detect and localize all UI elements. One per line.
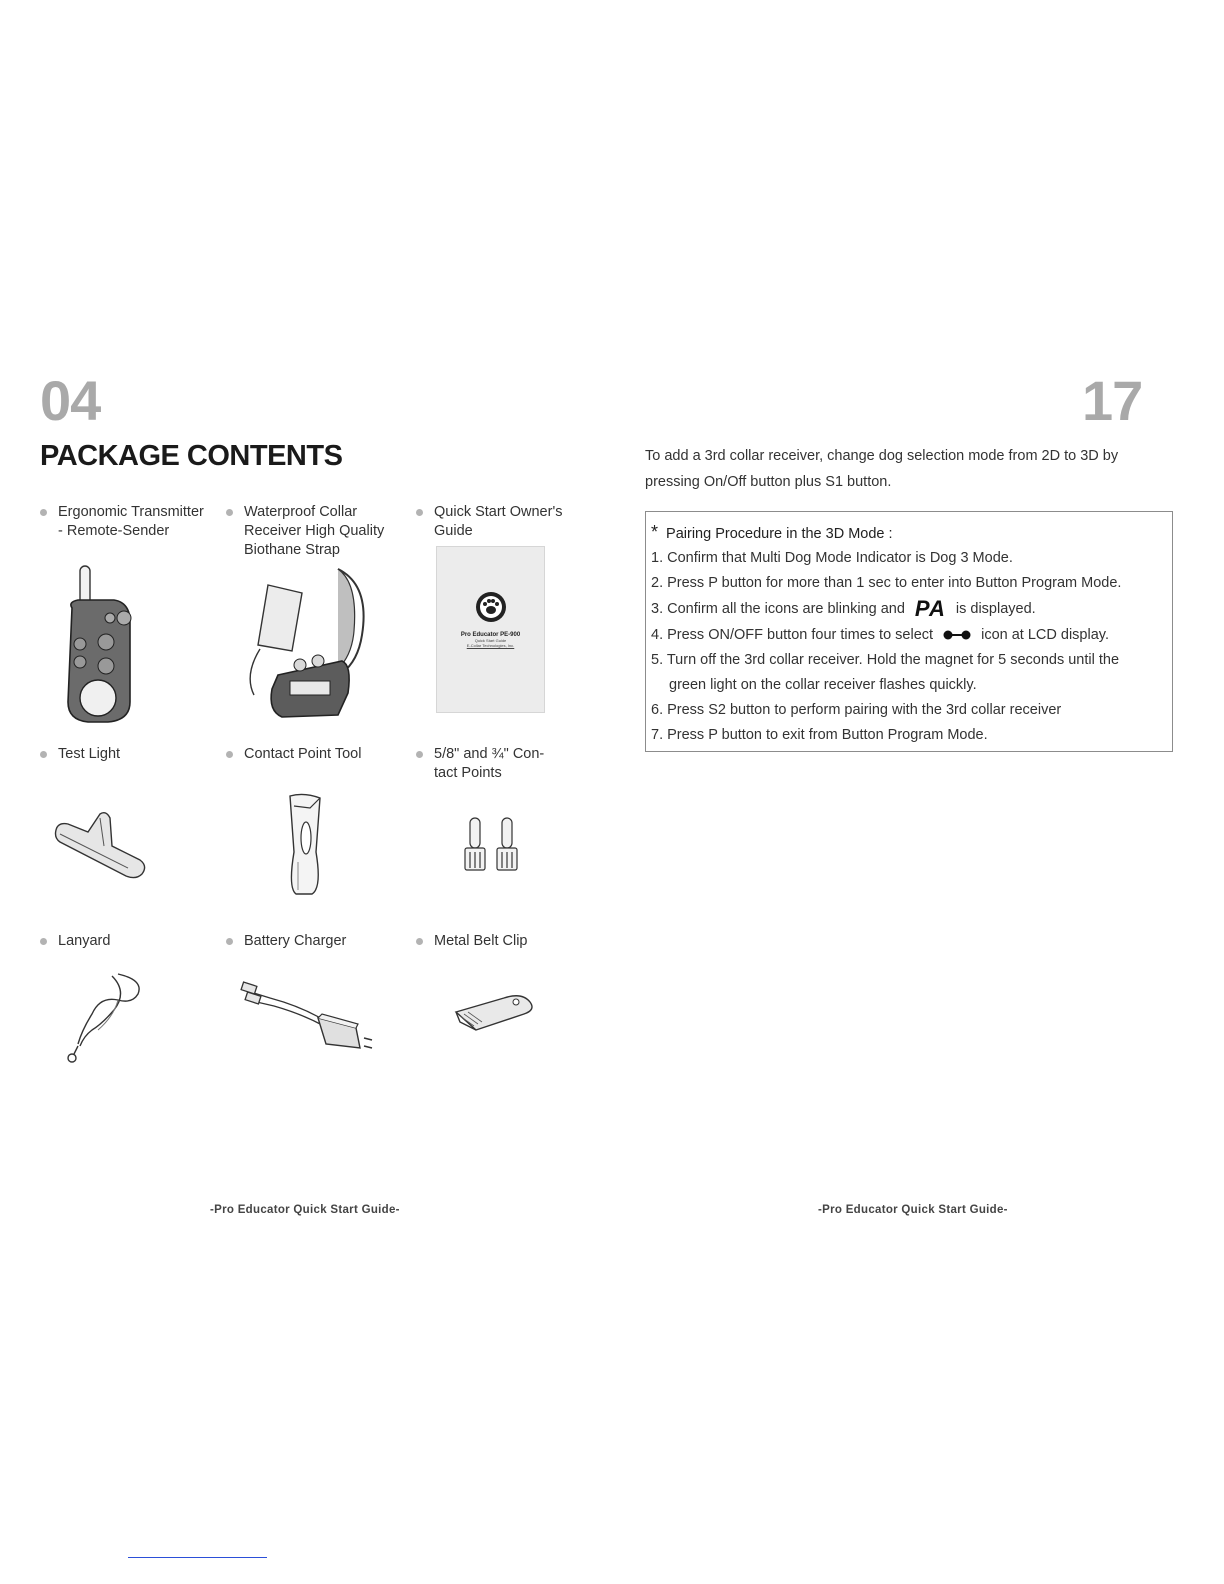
step-text: icon at LCD display. xyxy=(981,626,1109,643)
item-collar-receiver xyxy=(226,503,384,560)
intro-line: pressing On/Off button plus S1 button. xyxy=(645,474,892,490)
pairing-procedure-box xyxy=(645,511,1173,752)
test-light-illustration xyxy=(52,810,148,882)
procedure-step: 7. Press P button to exit from Button Program Mode. xyxy=(651,727,988,744)
item-label-line: Test Light xyxy=(58,746,121,762)
item-label-line: Metal Belt Clip xyxy=(434,933,528,949)
dog-link-icon xyxy=(943,630,971,640)
hyperlink-underline[interactable] xyxy=(128,1557,267,1558)
item-label-line: Guide xyxy=(434,523,473,539)
procedure-title-text: Pairing Procedure in the 3D Mode : xyxy=(666,526,893,542)
paw-logo-icon xyxy=(475,591,507,623)
item-label-line: Waterproof Collar xyxy=(244,504,358,520)
item-label xyxy=(226,932,346,951)
procedure-step: 2. Press P button for more than 1 sec to enter into Button Program Mode. xyxy=(651,575,1122,592)
step-text: 4. Press ON/OFF button four times to select xyxy=(651,626,934,643)
item-label-line: Contact Point Tool xyxy=(244,746,362,762)
procedure-step: 5. Turn off the 3rd collar receiver. Hold the magnet for 5 seconds until the xyxy=(651,651,1120,668)
intro-line: To add a 3rd collar receiver, change dog selection mode from 2D to 3D by xyxy=(645,448,1119,464)
item-battery-charger xyxy=(226,932,346,951)
item-label-line: Lanyard xyxy=(58,933,111,949)
contact-point-tool-illustration xyxy=(286,792,324,898)
intro-text xyxy=(645,443,1175,495)
item-label xyxy=(40,745,120,764)
step-text: is displayed. xyxy=(955,601,1036,618)
item-label-line: Receiver High Quality xyxy=(244,523,385,539)
right-page-number: 17 xyxy=(1082,369,1143,432)
item-label-line: 5/8" and ¾" Con- xyxy=(434,746,545,762)
left-footer: -Pro Educator Quick Start Guide- xyxy=(210,1204,400,1216)
pa-lcd-symbol: PA xyxy=(914,596,946,622)
item-label xyxy=(416,745,544,783)
belt-clip-illustration xyxy=(450,988,536,1038)
item-label-line: tact Points xyxy=(434,765,502,781)
guide-booklet-illustration xyxy=(436,546,545,713)
procedure-step xyxy=(651,623,1162,648)
item-label xyxy=(40,503,204,541)
item-transmitter xyxy=(40,503,204,541)
item-guide xyxy=(416,503,562,541)
item-contact-point-tool xyxy=(226,745,361,764)
lanyard-illustration xyxy=(58,970,148,1070)
item-label-line: Biothane Strap xyxy=(244,542,340,558)
booklet-title: Pro Educator PE-900 xyxy=(460,632,521,638)
right-footer: -Pro Educator Quick Start Guide- xyxy=(818,1204,1008,1216)
item-label-line: Quick Start Owner's xyxy=(434,504,563,520)
item-label-line: Ergonomic Transmitter xyxy=(58,504,204,520)
item-label xyxy=(416,932,527,951)
asterisk-icon: * xyxy=(651,522,659,542)
item-belt-clip xyxy=(416,932,527,951)
section-heading: PACKAGE CONTENTS xyxy=(40,440,343,472)
procedure-step: 6. Press S2 button to perform pairing with the 3rd collar receiver xyxy=(651,702,1062,719)
item-label xyxy=(226,503,384,560)
booklet-company: E-Collar Technologies, Inc. xyxy=(466,643,515,648)
item-contact-points xyxy=(416,745,544,783)
item-label xyxy=(226,745,361,764)
step-text: 3. Confirm all the icons are blinking and xyxy=(651,601,905,618)
battery-charger-illustration xyxy=(240,978,374,1058)
procedure-step xyxy=(651,596,1162,622)
transmitter-illustration xyxy=(58,562,140,724)
contact-points-illustration xyxy=(462,814,522,874)
item-lanyard xyxy=(40,932,110,951)
left-page-number: 04 xyxy=(40,369,101,432)
item-label xyxy=(40,932,110,951)
procedure-step: 1. Confirm that Multi Dog Mode Indicator is Dog 3 Mode. xyxy=(651,550,1013,566)
collar-receiver-illustration xyxy=(238,565,370,721)
procedure-step-continuation: green light on the collar receiver flashes quickly. xyxy=(669,677,977,694)
item-label xyxy=(416,503,562,541)
item-label-line: - Remote-Sender xyxy=(58,523,170,539)
procedure-title xyxy=(651,520,1162,546)
item-test-light xyxy=(40,745,120,764)
booklet-subtitle: Quick Start Guide xyxy=(474,638,507,643)
item-label-line: Battery Charger xyxy=(244,933,347,949)
